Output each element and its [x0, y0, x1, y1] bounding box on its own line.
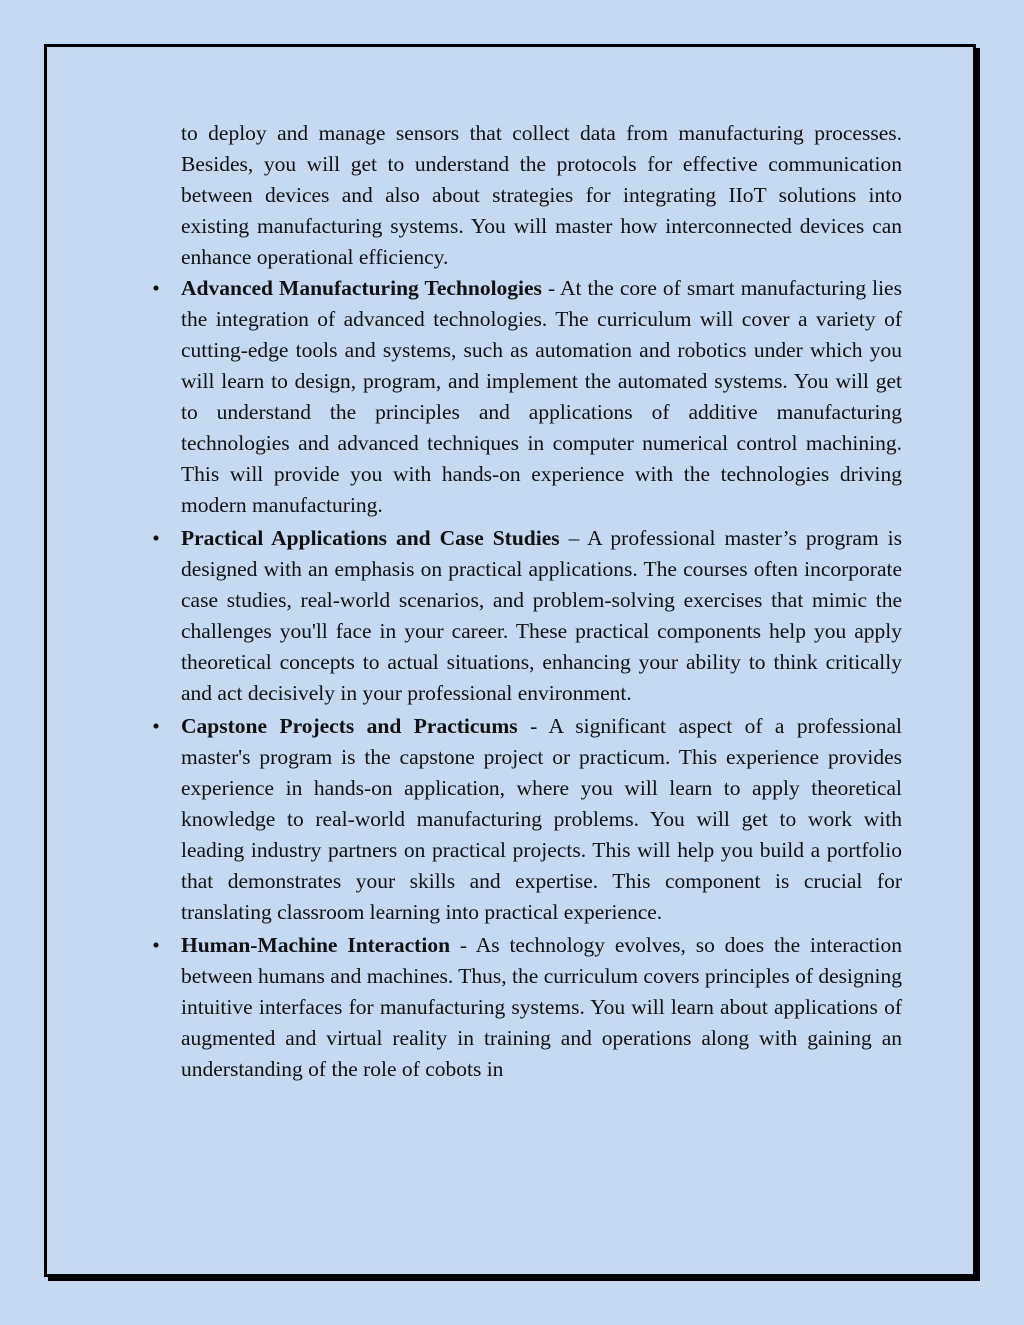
item-separator: - — [517, 714, 549, 738]
list-item — [152, 523, 902, 709]
item-text: As technology evolves, so does the interaction between humans and machines. Thus, the curriculum covers principles of designing intuitive interfaces for manufacturing systems. You will learn about applications of augmented and virtual reality in training and operations along with gaining an understanding of the role of cobots in — [181, 933, 902, 1081]
list-item — [152, 711, 902, 928]
document-body — [152, 118, 902, 1087]
bullet-list — [152, 273, 902, 1085]
item-separator: - — [541, 276, 560, 300]
item-text: At the core of smart manufacturing lies the integration of advanced technologies. The curriculum will cover a variety of cutting-edge tools and systems, such as automation and robotics under which you will learn to design, program, and implement the automated systems. You will get to understand the principles and applications of additive manufacturing technologies and advanced techniques in computer numerical control machining. This will provide you with hands-on experience with the technologies driving modern manufacturing. — [181, 276, 902, 517]
item-text: A professional master’s program is designed with an emphasis on practical applications. The courses often incorporate case studies, real-world scenarios, and problem-solving exercises that mimic the challenges you'll face in your career. These practical components help you apply theoretical concepts to actual situations, enhancing your ability to think critically and act decisively in your professional environment. — [181, 526, 902, 705]
bullet-icon: • — [152, 526, 160, 550]
list-item — [152, 273, 902, 521]
item-separator: – — [559, 526, 588, 550]
item-term: Human-Machine Interaction — [181, 933, 451, 957]
bullet-icon: • — [152, 933, 160, 957]
list-item — [152, 930, 902, 1085]
bullet-icon: • — [152, 714, 160, 738]
item-separator: - — [450, 933, 476, 957]
item-term: Capstone Projects and Practicums — [181, 714, 518, 738]
item-term: Advanced Manufacturing Technologies — [181, 276, 542, 300]
bullet-icon: • — [152, 276, 160, 300]
item-text: A significant aspect of a professional master's program is the capstone project or practicum. This experience provides experience in hands-on application, where you will learn to apply theoretical knowledge to real-world manufacturing problems. You will get to work with leading industry partners on practical projects. This will help you build a portfolio that demonstrates your skills and expertise. This component is crucial for translating classroom learning into practical experience. — [181, 714, 902, 924]
intro-paragraph: to deploy and manage sensors that collect data from manufacturing processes. Besides, you will get to understand the protocols for effective communication between devices and also about strategies for integrating IIoT solutions into existing manufacturing systems. You will master how interconnected devices can enhance operational efficiency. — [181, 121, 902, 269]
item-term: Practical Applications and Case Studies — [181, 526, 560, 550]
